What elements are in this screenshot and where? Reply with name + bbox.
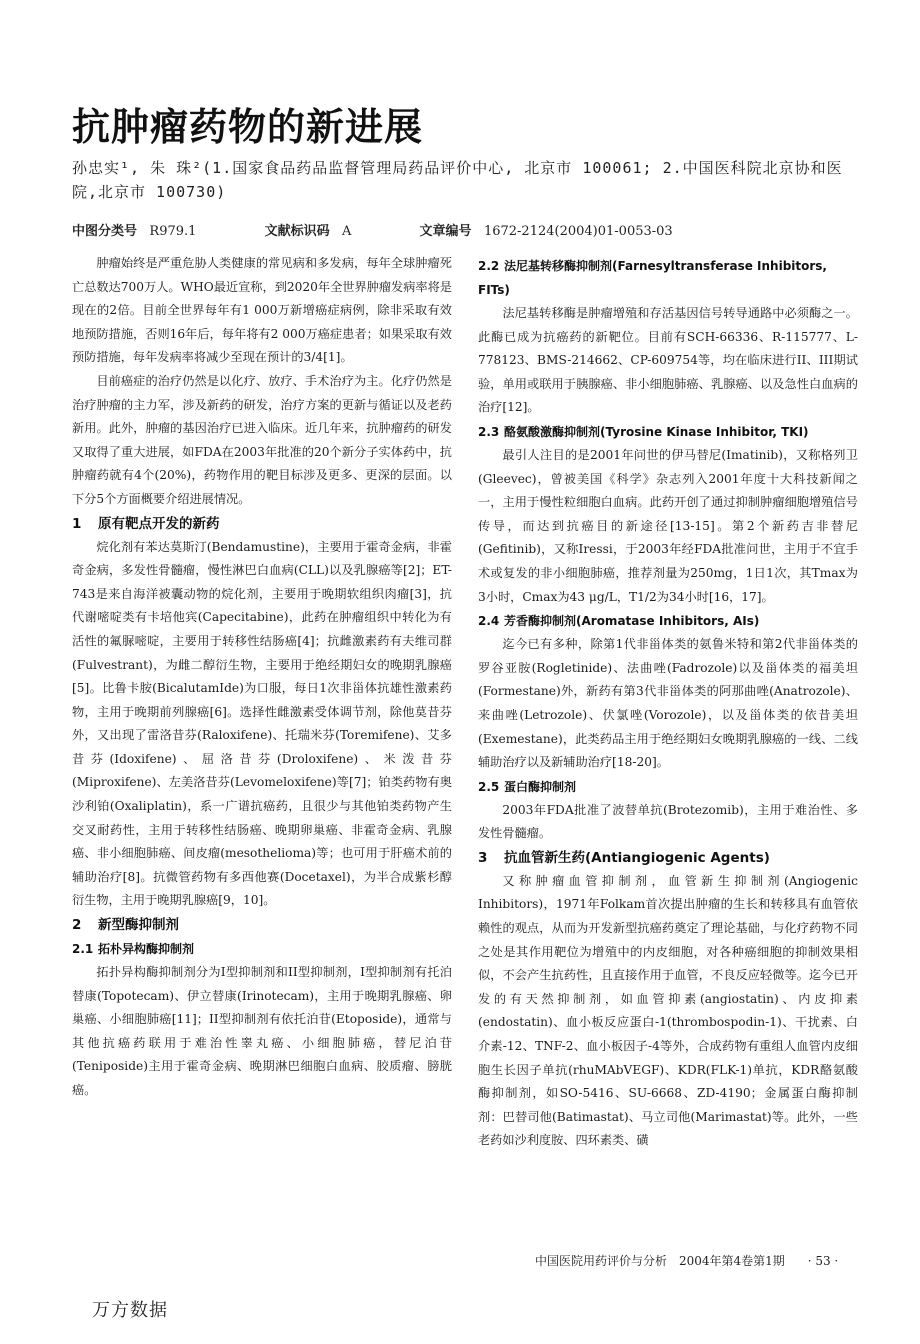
- doc-code-label: 文献标识码: [264, 224, 330, 239]
- subsection-number: 2.4: [478, 614, 500, 629]
- paragraph-antiangiogenic: 又称肿瘤血管抑制剂，血管新生抑制剂(Angiogenic Inhibitors)，1971年Folkam首次提出肿瘤的生长和转移具有血管依赖性的观点，从而为开发新型抗癌药奠定了理论基础，与化疗药物不同之处是其作用靶位为增殖中的内皮细胞，对各种癌细胞的抑制效果相似，不会产生抗药性，且直接作用于血管，不良反应轻微等。迄今已开发的有天然抑制剂，如血管抑素(angiostatin)、内皮抑素(endostatin)、血小板反应蛋白-1(thrombospodin-1)、干扰素、白介素-12、TNF-2、血小板因子-4等外，合成药物有重组人血管内皮细胞生长因子单抗(rhuMAbVEGF)、KDR(FLK-1)单抗，KDR酪氨酸酶抑制剂，如SO-5416、SU-6668、ZD-4190；金属蛋白酶抑制剂：巴替司他(Batimastat)、马立司他(Marimastat)等。此外，一些老药如沙利度胺、四环素类、磺: [478, 873, 858, 1148]
- article-meta: [72, 220, 862, 239]
- paragraph-proteasome: 2003年FDA批准了波替单抗(Brotezomib)，主用于难治性、多发性骨髓瘤。: [478, 802, 858, 841]
- section-heading-1: [72, 512, 452, 536]
- paragraph-therapy: 目前癌症的治疗仍然是以化疗、放疗、手术治疗为主。化疗仍然是治疗肿瘤的主力军，涉及新药的研发，治疗方案的更新与循证以及老药新用。此外，肿瘤的基因治疗已进入临床。近几年来，抗肿瘤药的研发又取得了重大进展，如FDA在2003年批准的20个新分子实体药中，抗肿瘤药就有4个(20%)，药物作用的靶目标涉及更多、更深的层面。以下分5个方面概要介绍进展情况。: [72, 373, 452, 506]
- section-heading-3: [478, 846, 858, 870]
- subsection-heading-2-2: [478, 254, 858, 302]
- section-number: 1: [72, 515, 82, 532]
- subsection-heading-2-5: [478, 775, 858, 799]
- subsection-title: 蛋白酶抑制剂: [504, 779, 577, 794]
- subsection-heading-2-3: [478, 420, 858, 444]
- paragraph-farnesyltransferase: 法尼基转移酶是肿瘤增殖和存活基因信号转导通路中必须酶之一。此酶已成为抗癌药的新靶位。目前有SCH-66336、R-115777、L-778123、BMS-214662、CP-609754等，均在临床进行II、III期试验，单用或联用于胰腺癌、非小细胞肺癌、乳腺癌、以及急性白血病的治疗[12]。: [478, 306, 858, 415]
- section-number: 2: [72, 917, 82, 934]
- section-title: 新型酶抑制剂: [98, 917, 179, 934]
- section-title: 抗血管新生药(Antiangiogenic Agents): [504, 849, 770, 866]
- section-heading-2: [72, 913, 452, 937]
- article-title: 抗肿瘤药物的新进展: [72, 104, 424, 149]
- subsection-title: 芳香酶抑制剂(Aromatase Inhibitors, AIs): [504, 614, 760, 629]
- subsection-title: 拓朴异构酶抑制剂: [98, 942, 195, 957]
- page-number: · 53 ·: [807, 1254, 839, 1268]
- subsection-number: 2.2: [478, 259, 500, 273]
- clc-value: R979.1: [149, 224, 197, 239]
- subsection-title: 法尼基转移酶抑制剂(Farnesyltransferase Inhibitors, FITs): [478, 259, 827, 297]
- paragraph-intro: 肿瘤始终是严重危胁人类健康的常见病和多发病，每年全球肿瘤死亡总数达700万人。WHO最近宣称，到2020年全世界肿瘤发病率将是现在的2倍。目前全世界每年有1 000万新增癌症病例，除非采取有效地预防措施，否则16年后，每年将有2 000万癌症患者；如果采取有效预防措施，每年发病率将减少至现在预计的3/4[1]。: [72, 256, 452, 365]
- page-footer: [535, 1252, 838, 1269]
- subsection-number: 2.5: [478, 779, 500, 794]
- article-number-label: 文章编号: [419, 224, 472, 239]
- wanfang-data-logo: 万方数据: [92, 1300, 168, 1321]
- paragraph-aromatase: 迄今已有多种，除第1代非甾体类的氨鲁米特和第2代非甾体类的罗谷亚胺(Rogletinide)、法曲唑(Fadrozole)以及甾体类的福美坦(Formestane)外，新药有第3代非甾体类的阿那曲唑(Anatrozole)、来曲唑(Letrozole)、伏氯唑(Vorozole)，以及甾体类的依昔美坦(Exemestane)，此类药品主用于绝经期妇女晚期乳腺癌的一线、二线辅助治疗以及新辅助治疗[18-20]。: [478, 637, 858, 770]
- right-column: [478, 254, 858, 1153]
- subsection-number: 2.3: [478, 424, 500, 439]
- paragraph-existing-targets: 烷化剂有苯达莫斯汀(Bendamustine)，主要用于霍奇金病，非霍奇金病，多发性骨髓瘤，慢性淋巴白血病(CLL)以及乳腺癌等[2]；ET-743是来自海洋被囊动物的烷化剂，主要用于晚期软组织肉瘤[3]，抗代谢嘧啶类有卡培他宾(Capecitabine)，此药在肿瘤组织中转化为有活性的氟脲嘧啶，主要用于转移性结肠癌[4]；抗雌激素药有夫维司群(Fulvestrant)，为雌二醇衍生物，主要用于绝经期妇女的晚期乳腺癌[5]。比鲁卡胺(BicalutamIde)为口服，每日1次非甾体抗雄性激素药物，主用于晚期前列腺癌[6]。选择性雌激素受体调节剂，除他莫昔芬外，又出现了雷洛昔芬(Raloxifene)、托瑞米芬(Toremifene)、艾多昔芬(Idoxifene)、屈洛昔芬(Droloxifene)、米泼昔芬(Miproxifene)、左美洛昔芬(Levomeloxifene)等[7]；铂类药物有奥沙利铂(Oxaliplatin)，系一广谱抗癌药，且很少与其他铂类药物产生交叉耐药性，主用于转移性结肠癌、晚期卵巢癌、非霍奇金病、乳腺癌、非小细胞肺癌、间皮瘤(mesothelioma)等；也可用于肝癌术前的辅助治疗[8]。抗微管药物有多西他赛(Docetaxel)，为半合成紫杉醇衍生物，主用于晚期乳腺癌[9，10]。: [72, 539, 452, 908]
- subsection-number: 2.1: [72, 942, 94, 957]
- clc-label: 中图分类号: [72, 224, 138, 239]
- paragraph-topoisomerase: 拓扑异构酶抑制剂分为I型抑制剂和II型抑制剂，I型抑制剂有托泊替康(Topotecam)、伊立替康(Irinotecam)，主用于晚期乳腺癌、卵巢癌、小细胞肺癌[11]；II型抑制剂有依托泊苷(Etoposide)，通常与其他抗癌药联用于难治性睾丸癌、小细胞肺癌，替尼泊苷(Teniposide)主用于霍奇金病、晚期淋巴细胞白血病、胶质瘤、膀胱癌。: [72, 965, 452, 1097]
- subsection-heading-2-4: [478, 609, 858, 633]
- journal-info: 中国医院用药评价与分析 2004年第4卷第1期: [535, 1254, 785, 1268]
- article-number-value: 1672-2124(2004)01-0053-03: [483, 224, 673, 239]
- doc-code-value: A: [342, 224, 352, 239]
- paragraph-tyrosine-kinase: 最引人注目的是2001年问世的伊马替尼(Imatinib)，又称格列卫(Gleevec)，曾被美国《科学》杂志列入2001年度十大科技新闻之一，主用于慢性粒细胞白血病。此药开创了通过抑制肿瘤细胞增殖信号传导，而达到抗癌目的新途径[13-15]。第2个新药吉非替尼(Gefitinib)，又称Iressi，于2003年经FDA批准问世，主用于不宜手术或复发的非小细胞肺癌，推荐剂量为250mg，1日1次，其Tmax为3小时，Cmax为43 μg/L，T1/2为34小时[16，17]。: [478, 447, 858, 604]
- section-number: 3: [478, 849, 488, 866]
- author-line: 孙忠实¹, 朱 珠²(1.国家食品药品监督管理局药品评价中心, 北京市 100061; 2.中国医科院北京协和医院,北京市 100730): [72, 159, 843, 201]
- subsection-heading-2-1: [72, 937, 452, 961]
- section-title: 原有靶点开发的新药: [98, 515, 220, 532]
- subsection-title: 酪氨酸激酶抑制剂(Tyrosine Kinase Inhibitor, TKI): [504, 424, 809, 439]
- left-column: [72, 252, 452, 1103]
